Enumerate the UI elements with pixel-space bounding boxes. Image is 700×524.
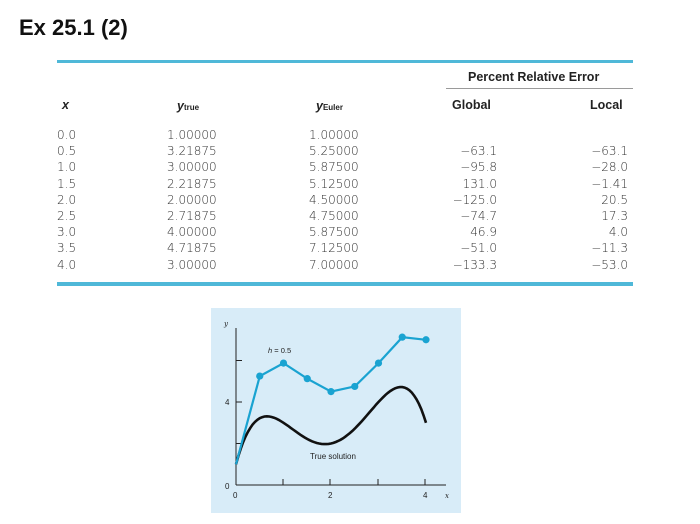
cell-global: −63.1 (460, 144, 497, 159)
cell-x: 3.5 (57, 241, 77, 256)
group-header-underline (446, 88, 633, 89)
cell-ytrue: 2.71875 (167, 209, 217, 224)
plot-axes (223, 320, 449, 500)
header-ytrue-sub: true (183, 103, 200, 112)
cell-yeuler: 7.12500 (309, 241, 359, 256)
table-top-rule (57, 60, 633, 63)
cell-ytrue: 3.00000 (167, 257, 217, 272)
y-tick-label: 4 (225, 398, 230, 407)
page-title: Ex 25.1 (2) (19, 15, 128, 40)
cell-ytrue: 2.00000 (167, 192, 217, 207)
cell-yeuler: 4.75000 (309, 209, 359, 224)
x-tick-label: 4 (423, 491, 428, 500)
column-yeuler (309, 127, 359, 273)
cell-global (430, 127, 497, 143)
cell-ytrue: 3.00000 (167, 160, 217, 175)
annotation-step-size (268, 346, 291, 355)
cell-global: −51.0 (460, 241, 497, 256)
cell-ytrue: 4.00000 (167, 225, 217, 240)
cell-local: −28.0 (591, 160, 628, 175)
cell-yeuler: 5.25000 (309, 144, 359, 159)
cell-yeuler: 7.00000 (309, 257, 359, 272)
cell-local: −63.1 (591, 144, 628, 159)
euler-data-point (375, 359, 382, 366)
header-ytrue (177, 99, 199, 113)
euler-series-points (256, 334, 429, 396)
table-bottom-rule (57, 282, 633, 286)
column-global (430, 127, 497, 273)
x-tick-label: 0 (233, 491, 238, 500)
cell-local: 17.3 (601, 209, 628, 223)
x-tick-label: 2 (328, 491, 333, 500)
header-ytrue-main: y (177, 99, 184, 113)
column-ytrue (167, 127, 217, 273)
x-axis-label: x (445, 492, 449, 500)
euler-data-point (422, 336, 429, 343)
euler-data-point (351, 383, 358, 390)
cell-local: −11.3 (591, 241, 628, 256)
cell-x: 4.0 (57, 257, 77, 272)
cell-ytrue: 4.71875 (167, 241, 217, 256)
header-x (62, 98, 69, 112)
header-yeuler (316, 99, 343, 113)
header-yeuler-sub: Euler (322, 103, 343, 112)
cell-yeuler: 5.12500 (309, 176, 359, 191)
header-local: Local (590, 98, 623, 112)
column-x (57, 127, 76, 273)
cell-ytrue: 3.21875 (167, 144, 217, 159)
header-x-label: x (62, 98, 69, 112)
cell-local: 20.5 (601, 192, 628, 207)
cell-x: 1.5 (57, 176, 77, 191)
cell-x: 3.0 (57, 225, 77, 240)
euler-data-point (399, 334, 406, 341)
cell-global: 131.0 (462, 176, 497, 191)
euler-data-point (256, 372, 263, 379)
euler-plot-svg (211, 308, 461, 513)
cell-yeuler: 5.87500 (309, 225, 359, 240)
euler-data-point (304, 375, 311, 382)
cell-global: −74.7 (460, 209, 497, 223)
cell-global: −133.3 (452, 257, 497, 272)
cell-local: −53.0 (591, 257, 628, 272)
cell-yeuler: 4.50000 (309, 192, 359, 207)
euler-figure (211, 308, 461, 513)
annotation-h: h (268, 346, 273, 355)
cell-ytrue: 2.21875 (167, 176, 217, 191)
cell-x: 0.0 (57, 128, 77, 142)
cell-yeuler: 1.00000 (309, 128, 359, 142)
cell-yeuler: 5.87500 (309, 160, 359, 175)
column-local (560, 127, 628, 273)
annotation-h-value: = 0.5 (272, 346, 292, 355)
cell-x: 2.5 (57, 209, 77, 224)
group-header-percent-error: Percent Relative Error (468, 70, 600, 84)
cell-global: 46.9 (470, 225, 497, 240)
cell-global: −125.0 (452, 192, 497, 207)
cell-x: 2.0 (57, 192, 77, 207)
cell-x: 0.5 (57, 144, 77, 159)
header-yeuler-main: y (316, 99, 323, 113)
y-axis-label: y (224, 320, 228, 328)
y-tick-label: 0 (225, 482, 230, 491)
annotation-true-solution: True solution (310, 452, 356, 461)
cell-global: −95.8 (460, 160, 497, 175)
cell-local (560, 127, 628, 143)
euler-data-point (327, 388, 334, 395)
euler-data-point (280, 359, 287, 366)
cell-local: 4.0 (608, 225, 628, 240)
euler-series-line (236, 337, 426, 464)
cell-x: 1.0 (57, 160, 77, 175)
cell-ytrue: 1.00000 (167, 128, 217, 142)
header-global: Global (452, 98, 491, 112)
cell-local: −1.41 (591, 176, 628, 191)
